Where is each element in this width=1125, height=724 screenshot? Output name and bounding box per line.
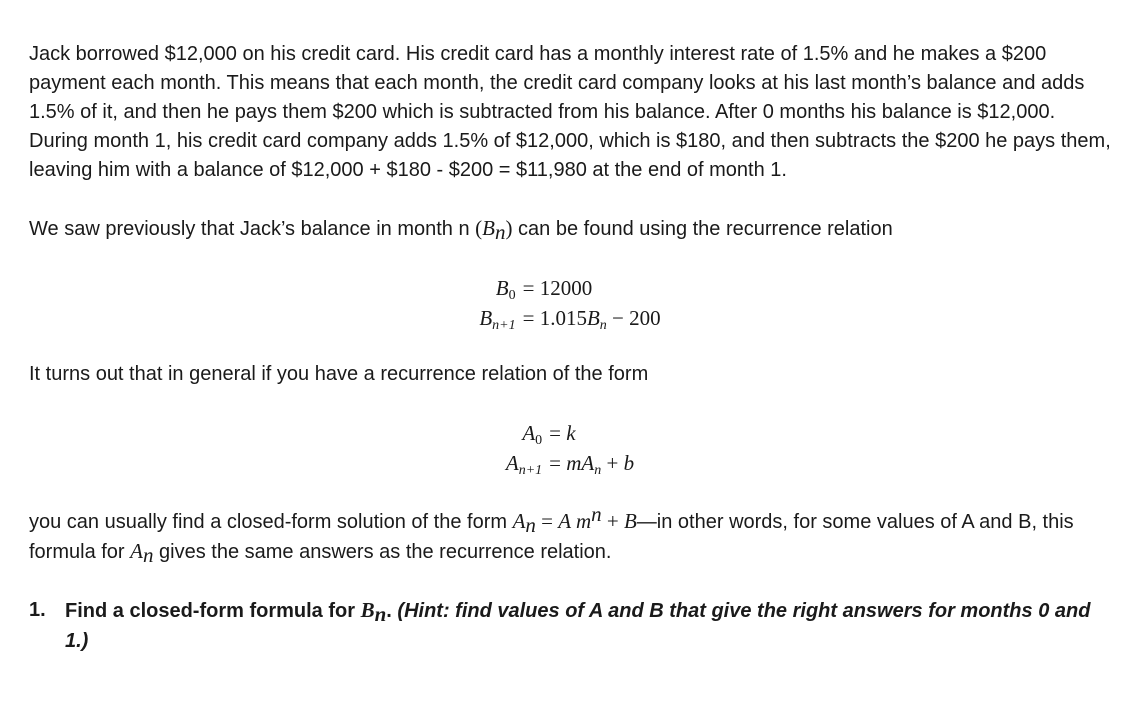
equation-block-jack (29, 273, 1111, 333)
math-sub-n: n (494, 220, 506, 244)
eq1-line2-lhs: $B_{n+1}$ (479, 306, 516, 333)
recurrence-intro-after: can be found using the recurrence relation (512, 218, 893, 240)
eq2-line1-lhs: $A_0$ (522, 421, 543, 448)
eq1-line2-rhs: = $1.015B_n - 200$ (522, 306, 661, 333)
math-var-b: B (482, 216, 495, 240)
general-intro-paragraph: It turns out that in general if you have a recurrence relation of the form (29, 363, 649, 385)
recurrence-intro-before: We saw previously that Jack’s balance in month n (29, 218, 476, 240)
eq2-line2-lhs: $A_{n+1}$ (505, 451, 543, 478)
intro-paragraph: Jack borrowed $12,000 on his credit card. His credit card has a monthly interest rate of 1.5% and he makes a $200 payment each month. This means that each month, the credit card company looks at his last month’s balance and adds 1.5% of it, and then he pays them $200 which is subtracted from his balance. After 0 months his balance is $12,000. During month 1, his credit card company adds 1.5% of $12,000, which is $180, and then subtracts the $200 he pays them, leaving him with a balance of $12,000 + $180 - $200 = $11,980 at the end of month 1. (29, 43, 1111, 181)
math-close-paren: ) (505, 216, 513, 240)
math-open-paren: ( (475, 216, 483, 240)
eq2-line1-rhs: = k (549, 421, 576, 445)
question-1 (29, 595, 1111, 656)
closed-form-formula-lhs: A (512, 509, 526, 533)
equation-block-general (29, 418, 1111, 478)
eq1-line1-lhs: $B_0$ (495, 276, 516, 303)
question-number: 1. (29, 599, 46, 621)
closed-form-a-n: A (130, 539, 143, 563)
closed-form-paragraph: you can usually find a closed-form solution of the form $A_n = A$ $m^n$ + B—in other words, for some values of A and B, this formula for $A_n$ gives the same answers as the recurrence relation. (29, 502, 1074, 567)
eq1-line1-rhs: = 12000 (522, 276, 593, 300)
document-page (29, 40, 1111, 656)
closed-form-formula-rhs: A m (558, 509, 592, 533)
eq2-line2-rhs: = $mA_n + b$ (549, 451, 635, 478)
question-hint: (Hint: find values of A and B that give the right answers for months 0 and 1.) (65, 600, 1091, 652)
question-text: Find a closed-form formula for $B_n$. (Hint: find values of A and B that give the right answers for months 0 and 1.) (65, 598, 1091, 652)
recurrence-intro-paragraph (29, 214, 1111, 244)
